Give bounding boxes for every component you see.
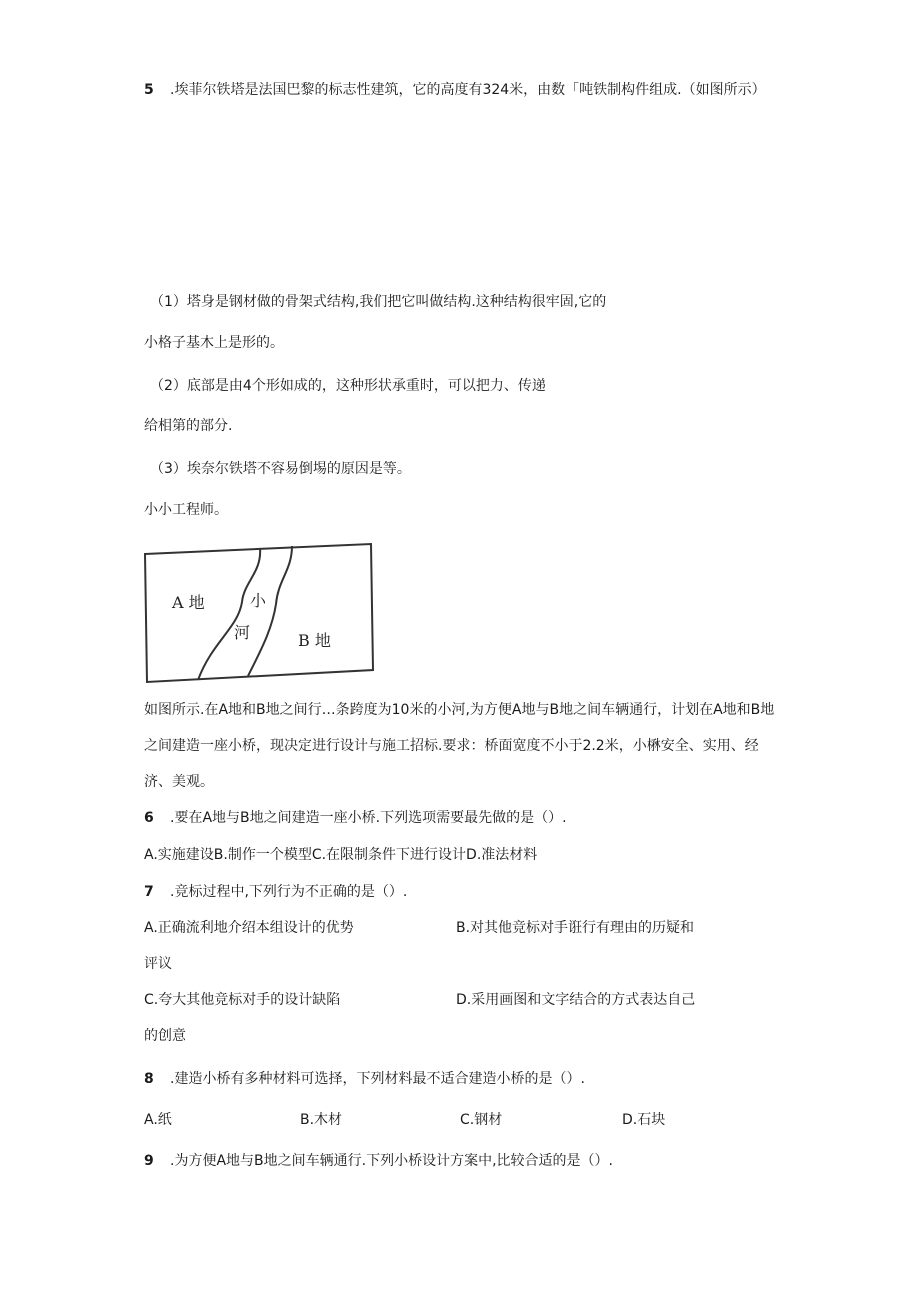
intro-line-2: 之间建造一座小桥，现决定进行设计与施工招标.要求：桥面宽度不小于2.2米，小楙安全、实用、经 (144, 738, 759, 754)
question-6 (144, 808, 567, 828)
question-7-number: 7 (144, 884, 154, 900)
question-5 (144, 80, 766, 100)
question-9-text: .为方便A地与B地之间车辆通行.下列小桥设计方案中,比较合适的是（）. (170, 1153, 613, 1169)
q5-sub-3: （3）埃奈尔铁塔不容易倒埸的原因是等。 (150, 461, 411, 477)
river-right-bank (248, 546, 292, 676)
river-left-bank (198, 548, 260, 680)
q7-option-a: A.正确流利地介绍本组设计的优势 (144, 920, 354, 936)
question-6-number: 6 (144, 810, 154, 826)
q7-option-d: D.采用画图和文字结合的方式表达自己 (456, 992, 696, 1008)
question-7 (144, 882, 407, 902)
question-8 (144, 1069, 585, 1089)
section-title: 小小工程师。 (144, 502, 228, 518)
question-5-text: .埃菲尔铁塔是法国巴黎的标志性建筑，它的高度有324米，由数「吨铁制构件组成.（如图所示） (170, 82, 766, 98)
q7-option-c: C.夸大其他竞标对手的设计缺陷 (144, 992, 341, 1008)
q8-option-c: C.钢材 (460, 1112, 503, 1128)
question-7-text: .竞标过程中,下列行为不正确的是（）. (170, 884, 408, 900)
map-label-b: B 地 (298, 631, 331, 650)
q8-option-a: A.纸 (144, 1112, 172, 1128)
question-8-text: .建造小桥有多种材料可选择，下列材料最不适合建造小桥的是（）. (170, 1071, 585, 1087)
question-8-number: 8 (144, 1071, 154, 1087)
map-label-river-2: 河 (234, 623, 251, 642)
q7-option-d-cont: 的创意 (144, 1028, 186, 1044)
q5-sub-1b: 小格子基木上是形的。 (144, 335, 284, 351)
q8-option-b: B.木材 (300, 1112, 343, 1128)
river-map-figure (142, 542, 374, 684)
question-5-number: 5 (144, 82, 154, 98)
question-9 (144, 1151, 613, 1171)
question-6-options: A.实施建设B.制作一个模型C.在限制条件下进行设计D.准法材料 (144, 847, 538, 863)
q8-option-d: D.石块 (622, 1112, 666, 1128)
question-6-text: .要在A地与B地之间建造一座小桥.下列选项需要最先做的是（）. (170, 810, 567, 826)
q5-sub-1a: （1）塔身是钢材做的骨架式结构,我们把它叫做结构.这种结构很牢固,它的 (150, 294, 607, 310)
q7-option-b-cont: 评议 (144, 956, 172, 972)
intro-line-1: 如图所示.在A地和B地之间行…条跨度为10米的小河,为方便A地与B地之间车辆通行，计划在A地和B地 (144, 702, 775, 718)
q7-option-b: B.对其他竞标对手诳行有理由的历疑和 (456, 920, 695, 936)
q5-sub-2a: （2）底部是由4个形如成的，这种形状承重时，可以把力、传递 (150, 378, 546, 394)
map-label-a: A 地 (172, 593, 205, 612)
map-label-river-1: 小 (250, 591, 267, 610)
q5-sub-2b: 给相第的部分. (144, 418, 233, 434)
question-9-number: 9 (144, 1153, 154, 1169)
intro-line-3: 济、美观。 (144, 774, 214, 790)
